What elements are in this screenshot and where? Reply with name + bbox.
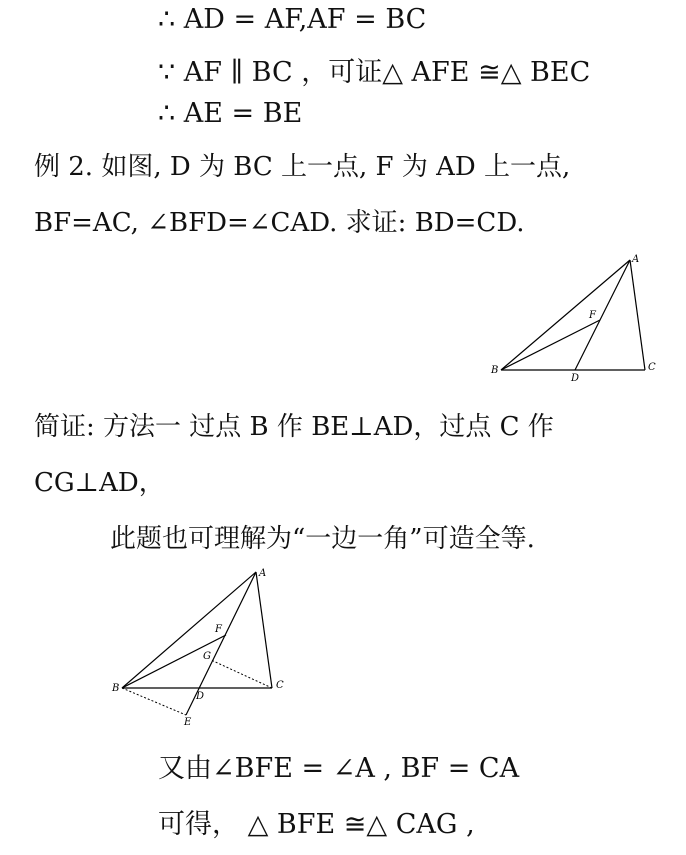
fig2-segment-be [122,688,186,715]
fig2-segment-ac [256,572,272,688]
conclusion-line-1: 又由∠BFE = ∠A , BF = CA [158,753,520,784]
fig2-label-e: E [184,717,192,728]
solution-line-3: 此题也可理解为“一边一角”可造全等. [110,524,535,554]
example-statement-line-1: 例 2. 如图, D 为 BC 上一点, F 为 AD 上一点, [34,152,571,182]
fig2-label-c: C [276,680,284,691]
proof-line-1: ∴ AD = AF,AF = BC [158,4,427,35]
solution-line-2: CG⊥AD， [34,468,165,498]
fig2-label-g: G [203,651,211,662]
fig2-label-f: F [215,624,222,635]
fig2-label-d: D [196,691,205,702]
example-statement-line-2: BF=AC, ∠BFD=∠CAD. 求证: BD=CD. [34,208,525,238]
fig1-label-a: A [632,254,640,265]
conclusion-line-2: 可得， △ BFE ≅△ CAG , [158,809,475,840]
fig2-segment-cg [211,660,272,688]
solution-line-1: 简证: 方法一 过点 B 作 BE⊥AD，过点 C 作 [34,412,554,442]
proof-line-3: ∴ AE = BE [158,98,303,129]
fig2-segment-ab [122,572,256,688]
fig1-label-f: F [589,310,596,321]
fig1-label-d: D [571,373,580,384]
fig2-label-a: A [259,568,267,579]
fig2-label-b: B [112,683,120,694]
fig1-label-c: C [648,362,656,373]
proof-line-2: ∵ AF ∥ BC ，可证△ AFE ≅△ BEC [158,57,591,88]
fig1-label-b: B [491,365,499,376]
